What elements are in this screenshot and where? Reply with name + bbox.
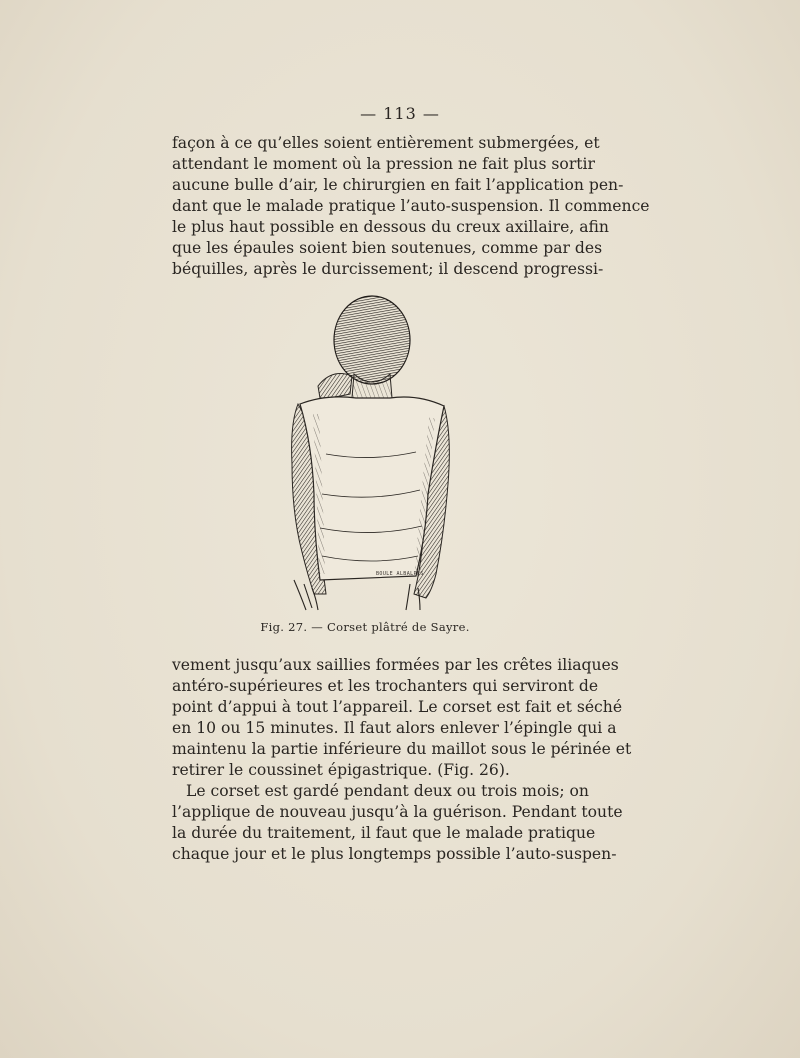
text-line: antéro-supérieures et les trochanters qui serviront de bbox=[172, 677, 599, 695]
text-line: béquilles, après le durcissement; il descend progressi- bbox=[172, 260, 604, 278]
text-line: que les épaules soient bien soutenues, comme par des bbox=[172, 239, 603, 257]
figure-caption: Fig. 27. — Corset plâtré de Sayre. bbox=[260, 620, 470, 634]
engraver-signature: BOULE ALBALPES bbox=[376, 571, 424, 577]
text-line: façon à ce qu’elles soient entièrement submergées, et bbox=[172, 134, 600, 152]
text-line: chaque jour et le plus longtemps possible l’auto-suspen- bbox=[172, 845, 617, 863]
text-line: maintenu la partie inférieure du maillot sous le périnée et bbox=[172, 740, 632, 758]
text-line: le plus haut possible en dessous du creux axillaire, afin bbox=[172, 218, 609, 236]
text-line: vement jusqu’aux saillies formées par les crêtes iliaques bbox=[172, 656, 619, 674]
text-line: aucune bulle d’air, le chirurgien en fait l’application pen- bbox=[172, 176, 624, 194]
text-line: l’applique de nouveau jusqu’à la guérison. Pendant toute bbox=[172, 803, 623, 821]
page-number: — 113 — bbox=[360, 104, 440, 123]
text-line: attendant le moment où la pression ne fait plus sortir bbox=[172, 155, 595, 173]
text-line: la durée du traitement, il faut que le malade pratique bbox=[172, 824, 596, 842]
paragraph-top bbox=[172, 133, 650, 280]
text-line: point d’appui à tout l’appareil. Le corset est fait et séché bbox=[172, 698, 623, 716]
text-line: en 10 ou 15 minutes. Il faut alors enlever l’épingle qui a bbox=[172, 719, 617, 737]
paragraph-bottom bbox=[172, 655, 632, 865]
text-line: retirer le coussinet épigastrique. (Fig. 26). bbox=[172, 761, 510, 779]
text-line: Le corset est gardé pendant deux ou trois mois; on bbox=[186, 782, 589, 800]
corset-illustration bbox=[286, 294, 456, 612]
text-line: dant que le malade pratique l’auto-suspension. Il commence bbox=[172, 197, 650, 215]
